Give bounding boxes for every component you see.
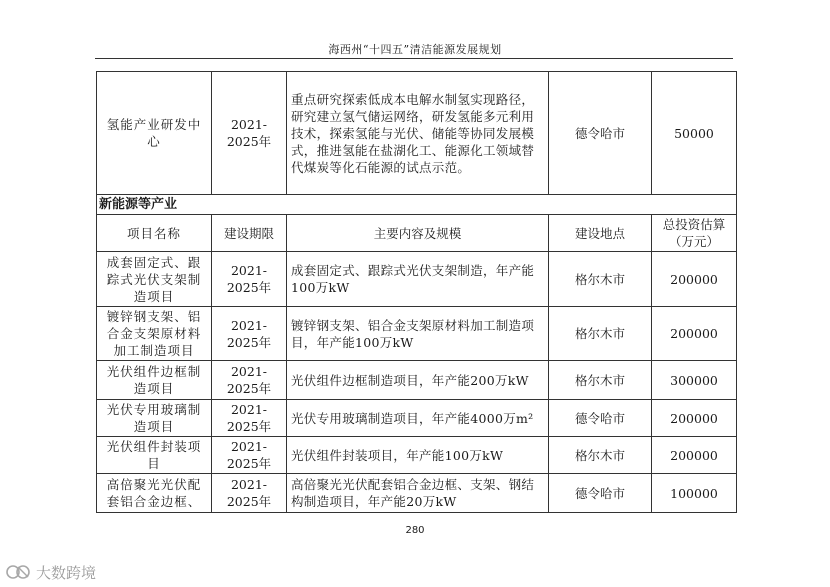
cell-location: 德令哈市: [549, 474, 652, 513]
cell-name: 光伏组件边框制造项目: [97, 361, 212, 400]
cell-period: 2021-2025年: [212, 72, 287, 195]
cell-content: 高倍聚光光伏配套铝合金边框、支架、钢结构制造项目，年产能20万kW: [287, 474, 549, 513]
column-header-content: 主要内容及规模: [287, 215, 549, 252]
cell-name: 光伏专用玻璃制造项目: [97, 400, 212, 437]
cell-investment: 50000: [652, 72, 737, 195]
cell-period: 2021-2025年: [212, 400, 287, 437]
table-row: [97, 307, 737, 361]
cell-content: 重点研究探索低成本电解水制氢实现路径，研究建立氢气储运网络，研发氢能多元利用技术，探索氢能与光伏、储能等协同发展模式，推进氢能在盐湖化工、能源化工领域替代煤炭等化石能源的试点示范。: [287, 72, 549, 195]
cell-investment: 100000: [652, 474, 737, 513]
cell-period: 2021-2025年: [212, 437, 287, 474]
cell-investment: 200000: [652, 307, 737, 361]
cell-period: 2021-2025年: [212, 307, 287, 361]
watermark-text: 大数跨境: [36, 563, 97, 582]
column-header-location: 建设地点: [549, 215, 652, 252]
watermark: [6, 562, 96, 582]
table-row: [97, 437, 737, 474]
column-header-period: 建设期限: [212, 215, 287, 252]
section-title: 新能源等产业: [97, 195, 737, 215]
cell-content: 光伏专用玻璃制造项目，年产能4000万m²: [287, 400, 549, 437]
section-row: [97, 195, 737, 215]
cell-period: 2021-2025年: [212, 252, 287, 307]
project-table: [96, 71, 737, 513]
cell-investment: 200000: [652, 400, 737, 437]
column-header-investment: 总投资估算（万元）: [652, 215, 737, 252]
brand-logo-icon: [6, 563, 32, 581]
cell-period: 2021-2025年: [212, 474, 287, 513]
cell-name: 镀锌钢支架、铝合金支架原材料加工制造项目: [97, 307, 212, 361]
cell-investment: 300000: [652, 361, 737, 400]
cell-investment: 200000: [652, 252, 737, 307]
page-number: 280: [405, 525, 425, 536]
cell-investment: 200000: [652, 437, 737, 474]
cell-period: 2021-2025年: [212, 361, 287, 400]
cell-name: 高倍聚光光伏配套铝合金边框、: [97, 474, 212, 513]
table-row-hydrogen: [97, 72, 737, 195]
cell-name: 氢能产业研发中心: [97, 72, 212, 195]
cell-content: 成套固定式、跟踪式光伏支架制造，年产能100万kW: [287, 252, 549, 307]
cell-location: 德令哈市: [549, 400, 652, 437]
cell-location: 德令哈市: [549, 72, 652, 195]
cell-name: 成套固定式、跟踪式光伏支架制造项目: [97, 252, 212, 307]
page-header-title: 海西州“十四五”清洁能源发展规划: [328, 43, 502, 56]
cell-location: 格尔木市: [549, 437, 652, 474]
table-header-row: [97, 215, 737, 252]
table-row: [97, 361, 737, 400]
cell-content: 光伏组件边框制造项目，年产能200万kW: [287, 361, 549, 400]
cell-name: 光伏组件封装项目: [97, 437, 212, 474]
table-row: [97, 252, 737, 307]
cell-location: 格尔木市: [549, 361, 652, 400]
table-row: [97, 400, 737, 437]
cell-location: 格尔木市: [549, 252, 652, 307]
cell-content: 光伏组件封装项目，年产能100万kW: [287, 437, 549, 474]
header-rule: [95, 58, 733, 59]
table-row: [97, 474, 737, 513]
cell-location: 格尔木市: [549, 307, 652, 361]
column-header-name: 项目名称: [97, 215, 212, 252]
cell-content: 镀锌钢支架、铝合金支架原材料加工制造项目，年产能100万kW: [287, 307, 549, 361]
